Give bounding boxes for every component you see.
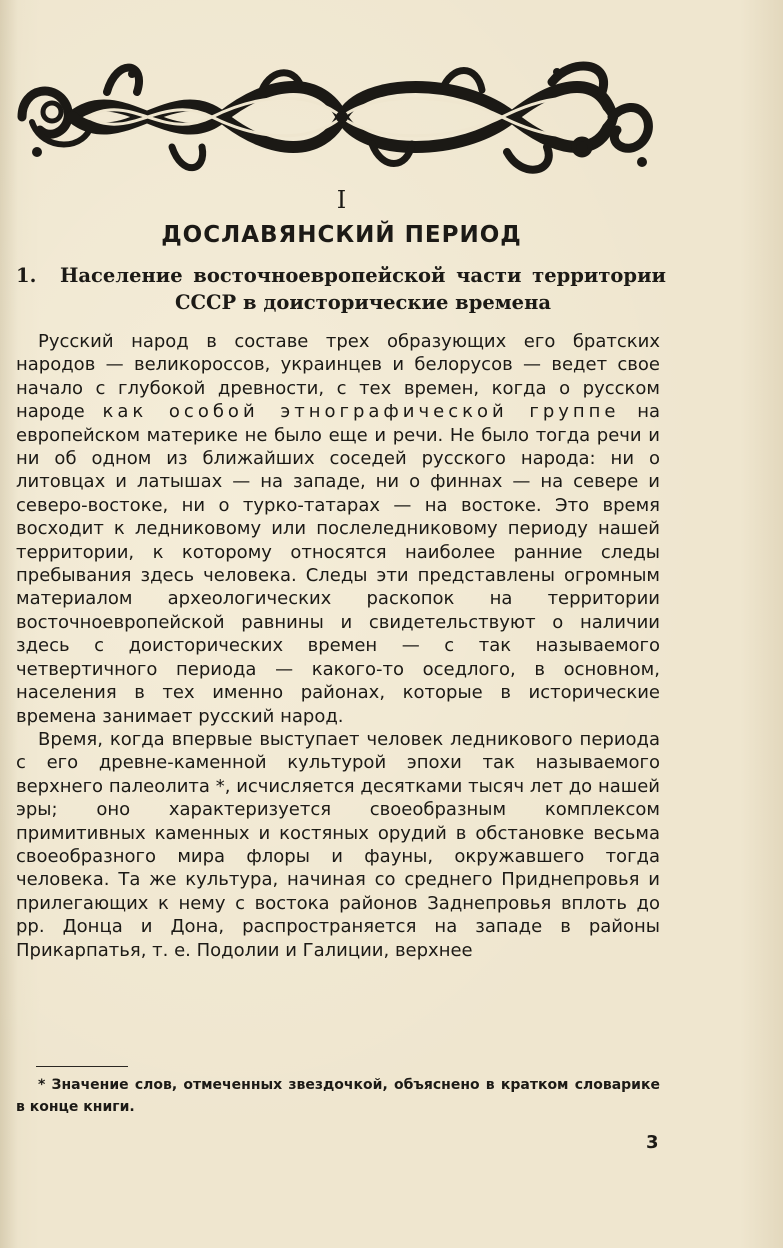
section-title-line2: СССР в доисторические времена [174,291,551,314]
section-heading [16,262,666,316]
paragraph-1-spaced-emphasis: как особой этнографической группе [102,401,620,423]
paragraph-2: Время, когда впервые выступает человек ледникового периода с его древне-каменной культурой эпохи так называемого верхнего палеолита *, исчисляется десятками тысяч лет до нашей эры; оно характеризуется своеобразным комплексом примитивных каменных и костяных орудий в обстановке весьма своеобразного мира флоры и фауны, окружавшего тогда человека. Та же культура, начиная со среднего Приднепровья и прилегающих к нему с востока районов Заднепровья вплоть до рр. Донца и Дона, распространяется на западе в районы Прикарпатья, т. е. Подолии и Галиции, верхнее [16,728,660,961]
paragraph-1-part-b: на европейском материке не было еще и речи. Не было тогда речи и ни об одном из ближайших соседей русского народа: ни о литовцах и латышах — на западе, ни о финнах — на севере и северо-востоке, ни о турко-татарах — на востоке. Это время восходит к ледниковому или послеледниковому периоду нашей территории, к которому относятся наиболее ранние следы пребывания здесь человека. Следы эти представлены огромным материалом археологических раскопок на территории восточноевропейской равнины и свидетельствуют о наличии здесь с доисторических времен — с так называемого четвертичного периода — какого-то оседлого, в основном, населения в тех именно районах, которые в исторические времена занимает русский народ. [16,401,661,727]
chapter-number: I [336,186,347,214]
section-number: 1. [16,264,37,287]
paragraph-1 [16,330,660,728]
footnote-divider [36,1066,128,1067]
footnote: * Значение слов, отмеченных звездочкой, объяснено в кратком словарике в конце книги. [16,1077,660,1115]
body-text [16,330,660,962]
paragraph-1-part-a: Русский народ в составе трех образующих его братских народов — великороссов, украинцев и белорусов — ведет свое начало с глубокой древности, с тех времен, когда о русском народе [16,331,660,423]
section-title-line1: Население восточноевропейской части территории [60,264,666,287]
celtic-knot-ornament [12,52,662,182]
page-number: 3 [646,1132,659,1153]
chapter-title: ДОСЛАВЯНСКИЙ ПЕРИОД [161,222,522,248]
